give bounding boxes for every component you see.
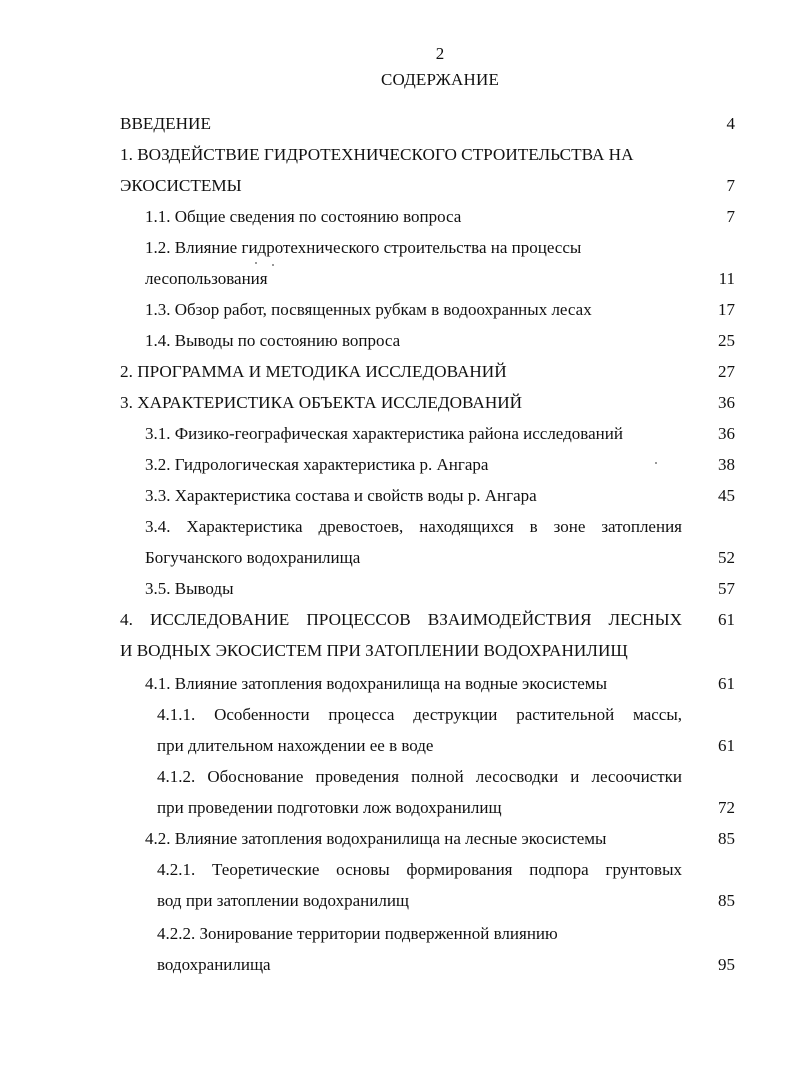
page-title: СОДЕРЖАНИЕ xyxy=(380,70,500,89)
toc-page-chapter-2: 27 xyxy=(718,362,735,381)
toc-entry-intro: ВВЕДЕНИЕ xyxy=(120,114,211,133)
toc-page-intro: 4 xyxy=(726,114,735,133)
toc-entry-1-1: 1.1. Общие сведения по состоянию вопроса xyxy=(145,207,462,226)
toc-entry-4-1-1-cont: при длительном нахождении ее в воде xyxy=(157,736,434,755)
toc-entry-4-2: 4.2. Влияние затопления водохранилища на лесные экосистемы xyxy=(145,829,607,848)
toc-entry-4-2-2: 4.2.2. Зонирование территории подверженной влиянию xyxy=(157,924,558,943)
scan-speck xyxy=(255,262,257,264)
toc-entry-1-2: 1.2. Влияние гидротехнического строительства на процессы xyxy=(145,238,582,257)
toc-page-4-2: 85 xyxy=(718,829,735,848)
toc-page-4-2-1: 85 xyxy=(718,891,735,910)
toc-entry-4-2-1: 4.2.1. Теоретические основы формирования подпора грунтовых xyxy=(157,860,682,879)
toc-entry-3-4-cont: Богучанского водохранилища xyxy=(145,548,361,567)
toc-page-4-1-2: 72 xyxy=(718,798,735,817)
toc-entry-4-1: 4.1. Влияние затопления водохранилища на водные экосистемы xyxy=(145,674,607,693)
page-number: 2 xyxy=(435,44,445,63)
toc-entry-1-4: 1.4. Выводы по состоянию вопроса xyxy=(145,331,401,350)
toc-page-3-3: 45 xyxy=(718,486,735,505)
toc-entry-1-3: 1.3. Обзор работ, посвященных рубкам в водоохранных лесах xyxy=(145,300,592,319)
toc-entry-chapter-2: 2. ПРОГРАММА И МЕТОДИКА ИССЛЕДОВАНИЙ xyxy=(120,362,507,381)
toc-page-3-4: 52 xyxy=(718,548,735,567)
toc-page-1-1: 7 xyxy=(726,207,735,226)
toc-page-4-2-2: 95 xyxy=(718,955,735,974)
toc-page-chapter-3: 36 xyxy=(718,393,735,412)
toc-entry-1-2-cont: лесопользования xyxy=(145,269,268,288)
toc-entry-chapter-1: 1. ВОЗДЕЙСТВИЕ ГИДРОТЕХНИЧЕСКОГО СТРОИТЕЛЬСТВА НА xyxy=(120,145,634,164)
toc-entry-3-5: 3.5. Выводы xyxy=(145,579,234,598)
toc-page-3-1: 36 xyxy=(718,424,735,443)
toc-entry-chapter-4-cont: И ВОДНЫХ ЭКОСИСТЕМ ПРИ ЗАТОПЛЕНИИ ВОДОХРАНИЛИЩ xyxy=(120,641,628,660)
toc-page-4-1: 61 xyxy=(718,674,735,693)
scan-speck xyxy=(272,264,274,266)
toc-entry-4-1-1: 4.1.1. Особенности процесса деструкции растительной массы, xyxy=(157,705,682,724)
toc-entry-4-2-2-cont: водохранилища xyxy=(157,955,271,974)
toc-entry-4-1-2: 4.1.2. Обоснование проведения полной лесосводки и лесоочистки xyxy=(157,767,682,786)
toc-entry-chapter-1-cont: ЭКОСИСТЕМЫ xyxy=(120,176,242,195)
toc-entry-3-1: 3.1. Физико-географическая характеристика района исследований xyxy=(145,424,623,443)
toc-entry-3-3: 3.3. Характеристика состава и свойств воды р. Ангара xyxy=(145,486,537,505)
toc-entry-chapter-4: 4. ИССЛЕДОВАНИЕ ПРОЦЕССОВ ВЗАИМОДЕЙСТВИЯ ЛЕСНЫХ xyxy=(120,610,682,629)
toc-page-1-3: 17 xyxy=(718,300,735,319)
toc-page-chapter-4: 61 xyxy=(718,610,735,629)
toc-page-1-2: 11 xyxy=(718,269,735,288)
toc-entry-chapter-3: 3. ХАРАКТЕРИСТИКА ОБЪЕКТА ИССЛЕДОВАНИЙ xyxy=(120,393,523,412)
toc-page-1-4: 25 xyxy=(718,331,735,350)
toc-page-chapter-1: 7 xyxy=(726,176,735,195)
toc-entry-3-2: 3.2. Гидрологическая характеристика р. Ангара xyxy=(145,455,489,474)
toc-entry-4-2-1-cont: вод при затоплении водохранилищ xyxy=(157,891,410,910)
toc-page-3-5: 57 xyxy=(718,579,735,598)
scan-speck xyxy=(655,462,657,464)
toc-entry-4-1-2-cont: при проведении подготовки лож водохранилищ xyxy=(157,798,502,817)
toc-entry-3-4: 3.4. Характеристика древостоев, находящихся в зоне затопления xyxy=(145,517,682,536)
toc-page-4-1-1: 61 xyxy=(718,736,735,755)
toc-page-3-2: 38 xyxy=(718,455,735,474)
